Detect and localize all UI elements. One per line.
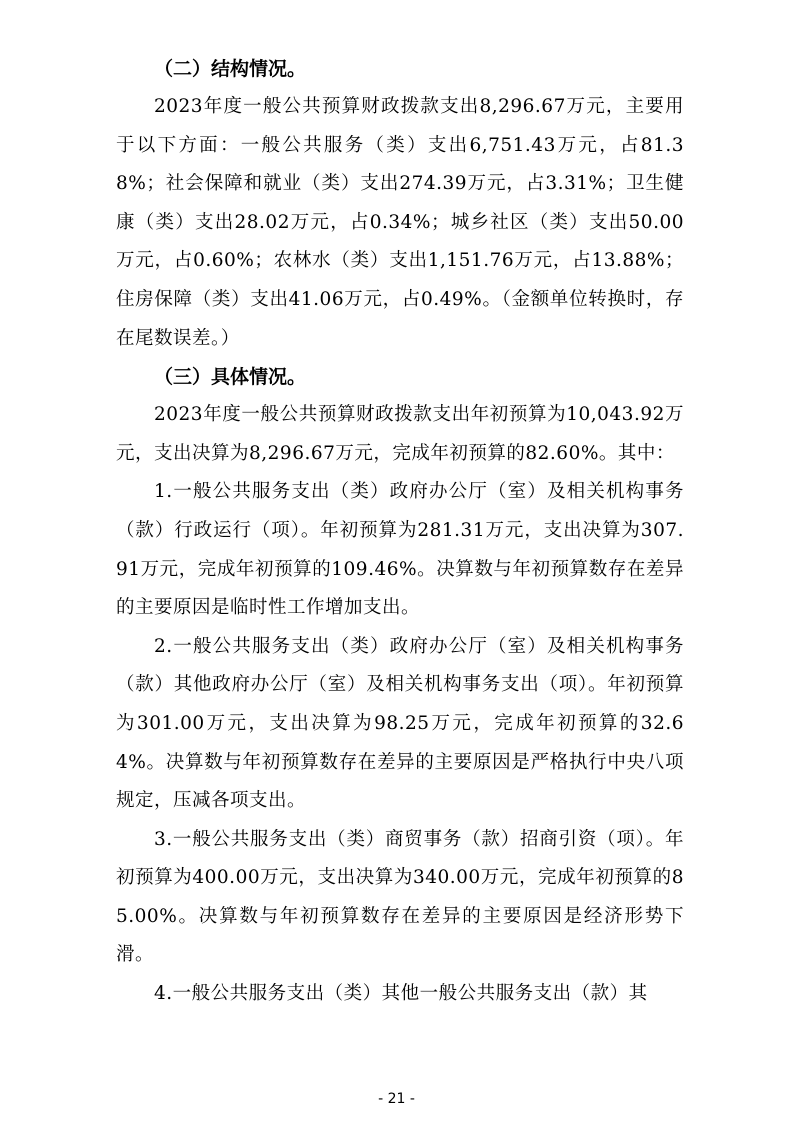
section-heading-details: （三）具体情况。: [154, 366, 307, 389]
page-number: - 21 -: [378, 1091, 415, 1107]
detail-item-3: 3.一般公共服务支出（类）商贸事务（款）招商引资（项）。年初预算为400.00万元，支出决算为340.00万元，完成年初预算的85.00%。决算数与年初预算数存在差异的主要原因是经济形势下滑。: [116, 828, 684, 966]
structure-paragraph: 2023年度一般公共预算财政拨款支出8,296.67万元，主要用于以下方面：一般公共服务（类）支出6,751.43万元，占81.38%；社会保障和就业（类）支出274.39万元，占3.31%；卫生健康（类）支出28.02万元，占0.34%；城乡社区（类）支出50.00万元，占0.60%；农林水（类）支出1,151.76万元，占13.88%；住房保障（类）支出41.06万元，占0.49%。（金额单位转换时，存在尾数误差。）: [116, 96, 684, 349]
document-body: [116, 50, 684, 1014]
detail-item-1: 1.一般公共服务支出（类）政府办公厅（室）及相关机构事务（款）行政运行（项）。年初预算为281.31万元，支出决算为307.91万元，完成年初预算的109.46%。决算数与年初预算数存在差异的主要原因是临时性工作增加支出。: [116, 481, 684, 619]
detail-item-4: 4.一般公共服务支出（类）其他一般公共服务支出（款）其: [154, 983, 648, 1005]
section-heading-structure: （二）结构情况。: [154, 58, 307, 80]
details-intro-paragraph: 2023年度一般公共预算财政拨款支出年初预算为10,043.92万元，支出决算为8,296.67万元，完成年初预算的82.60%。其中：: [116, 404, 684, 464]
detail-item-2: 2.一般公共服务支出（类）政府办公厅（室）及相关机构事务（款）其他政府办公厅（室）及相关机构事务支出（项）。年初预算为301.00万元，支出决算为98.25万元，完成年初预算的32.64%。决算数与年初预算数存在差异的主要原因是严格执行中央八项规定，压减各项支出。: [116, 635, 684, 812]
